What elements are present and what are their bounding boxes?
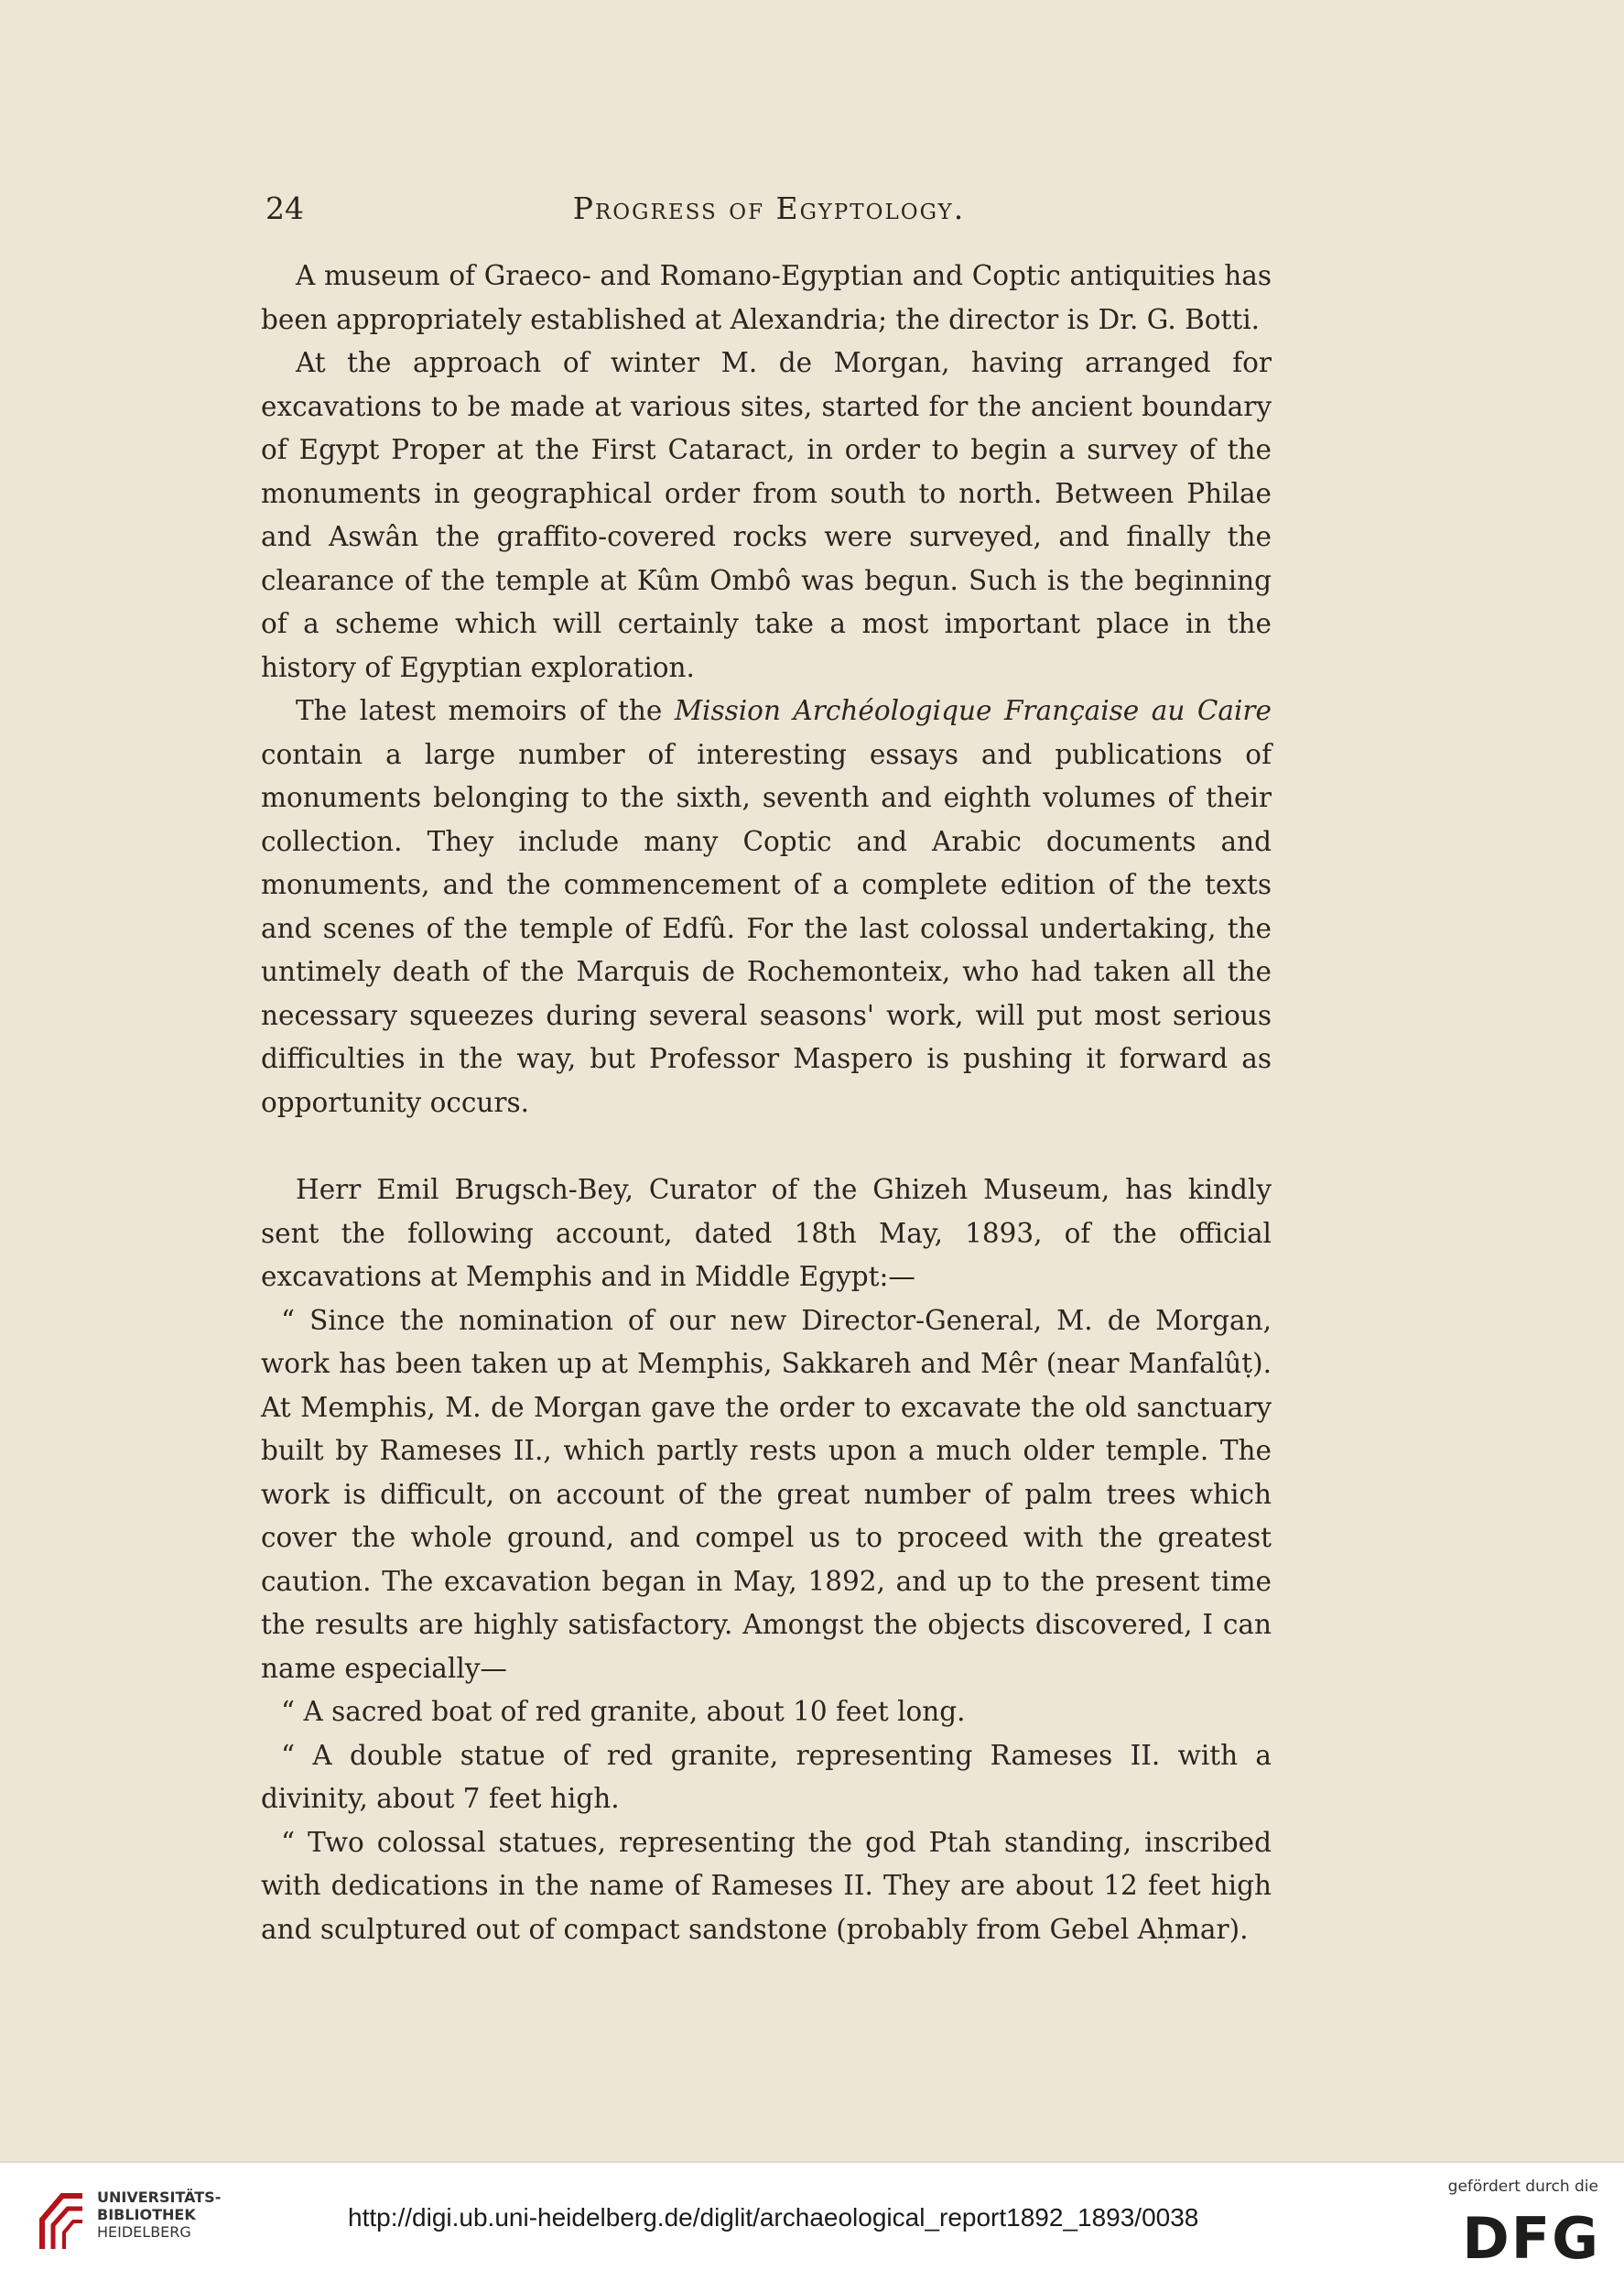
library-name-line: UNIVERSITÄTS-: [97, 2189, 222, 2206]
paragraph-mission: [261, 690, 1272, 1124]
dfg-logo: DFG: [1462, 2205, 1600, 2272]
university-library-name: [97, 2189, 221, 2241]
paragraph-quote-double-statue: “ A double statue of red granite, representing Rameses II. with a divinity, about 7 feet high.: [261, 1739, 1272, 1814]
page-number: 24: [265, 190, 304, 226]
mission-title-italic: Mission Archéologique Française au Caire: [674, 695, 1272, 726]
university-library-logo-icon: [35, 2183, 90, 2256]
paragraph-museum: A museum of Graeco- and Romano-Egyptian and Coptic antiquities has been appropriately established at Alexandria; the director is Dr. G. Botti.: [261, 260, 1272, 335]
footer-bar: [0, 2161, 1624, 2281]
paragraph-brugsch: Herr Emil Brugsch-Bey, Curator of the Ghizeh Museum, has kindly sent the following account, dated 18th May, 1893, of the official excavations at Memphis and in Middle Egypt:—: [261, 1174, 1272, 1292]
paragraph-quote-colossal-statues: “ Two colossal statues, representing the god Ptah standing, inscribed with dedications in the name of Rameses II. They are about 12 feet high and sculptured out of compact sandstone (probably from Gebel Aḥmar).: [261, 1826, 1272, 1945]
paragraph-de-morgan: At the approach of winter M. de Morgan, having arranged for excavations to be made at various sites, started for the ancient boundary of Egypt Proper at the First Cataract, in order to begin a survey of the monuments in geographical order from south to north. Between Philae and Aswân the graffito-covered rocks were surveyed, and finally the clearance of the temple at Kûm Ombô was begun. Such is the beginning of a scheme which will certainly take a most important place in the history of Egyptian exploration.: [261, 347, 1272, 683]
paragraph-quote-nomination: “ Since the nomination of our new Director-General, M. de Morgan, work has been taken up at Memphis, Sakkareh and Mêr (near Manfalûṭ). At Memphis, M. de Morgan gave the order to excavate the old sanctuary built by Rameses II., which partly rests upon a much older temple. The work is difficult, on account of the great number of palm trees which cover the whole ground, and compel us to proceed with the greatest caution. The excavation began in May, 1892, and up to the present time the results are highly satisfactory. Amongst the objects discovered, I can name especially—: [261, 1304, 1272, 1684]
library-name-line: HEIDELBERG: [97, 2223, 191, 2241]
mission-text-before: The latest memoirs of the: [296, 695, 675, 726]
mission-text-after: contain a large number of interesting essays and publications of monuments belonging to the sixth, seventh and eighth volumes of their collection. They include many Coptic and Arabic documents and monuments, and the commencement of a complete edition of the texts and scenes of the temple of Edfû. For the last colossal undertaking, the untimely death of the Marquis de Rochemonteix, who had taken all the necessary squeezes during several seasons' work, will put most serious difficulties in the way, but Professor Maspero is pushing it forward as opportunity occurs.: [261, 738, 1272, 1118]
digital-library-link[interactable]: http://digi.ub.uni-heidelberg.de/diglit/archaeological_report1892_1893/0038: [348, 2203, 1199, 2232]
paragraph-quote-boat: “ A sacred boat of red granite, about 10 feet long.: [281, 1696, 966, 1727]
body-text: [261, 255, 1272, 1951]
page-header: [265, 190, 1272, 236]
running-title: Progress of Egyptology.: [572, 190, 966, 226]
funded-by-label: gefördert durch die: [1447, 2178, 1598, 2196]
section-gap: [261, 1124, 1272, 1168]
library-name-line: BIBLIOTHEK: [97, 2206, 196, 2223]
